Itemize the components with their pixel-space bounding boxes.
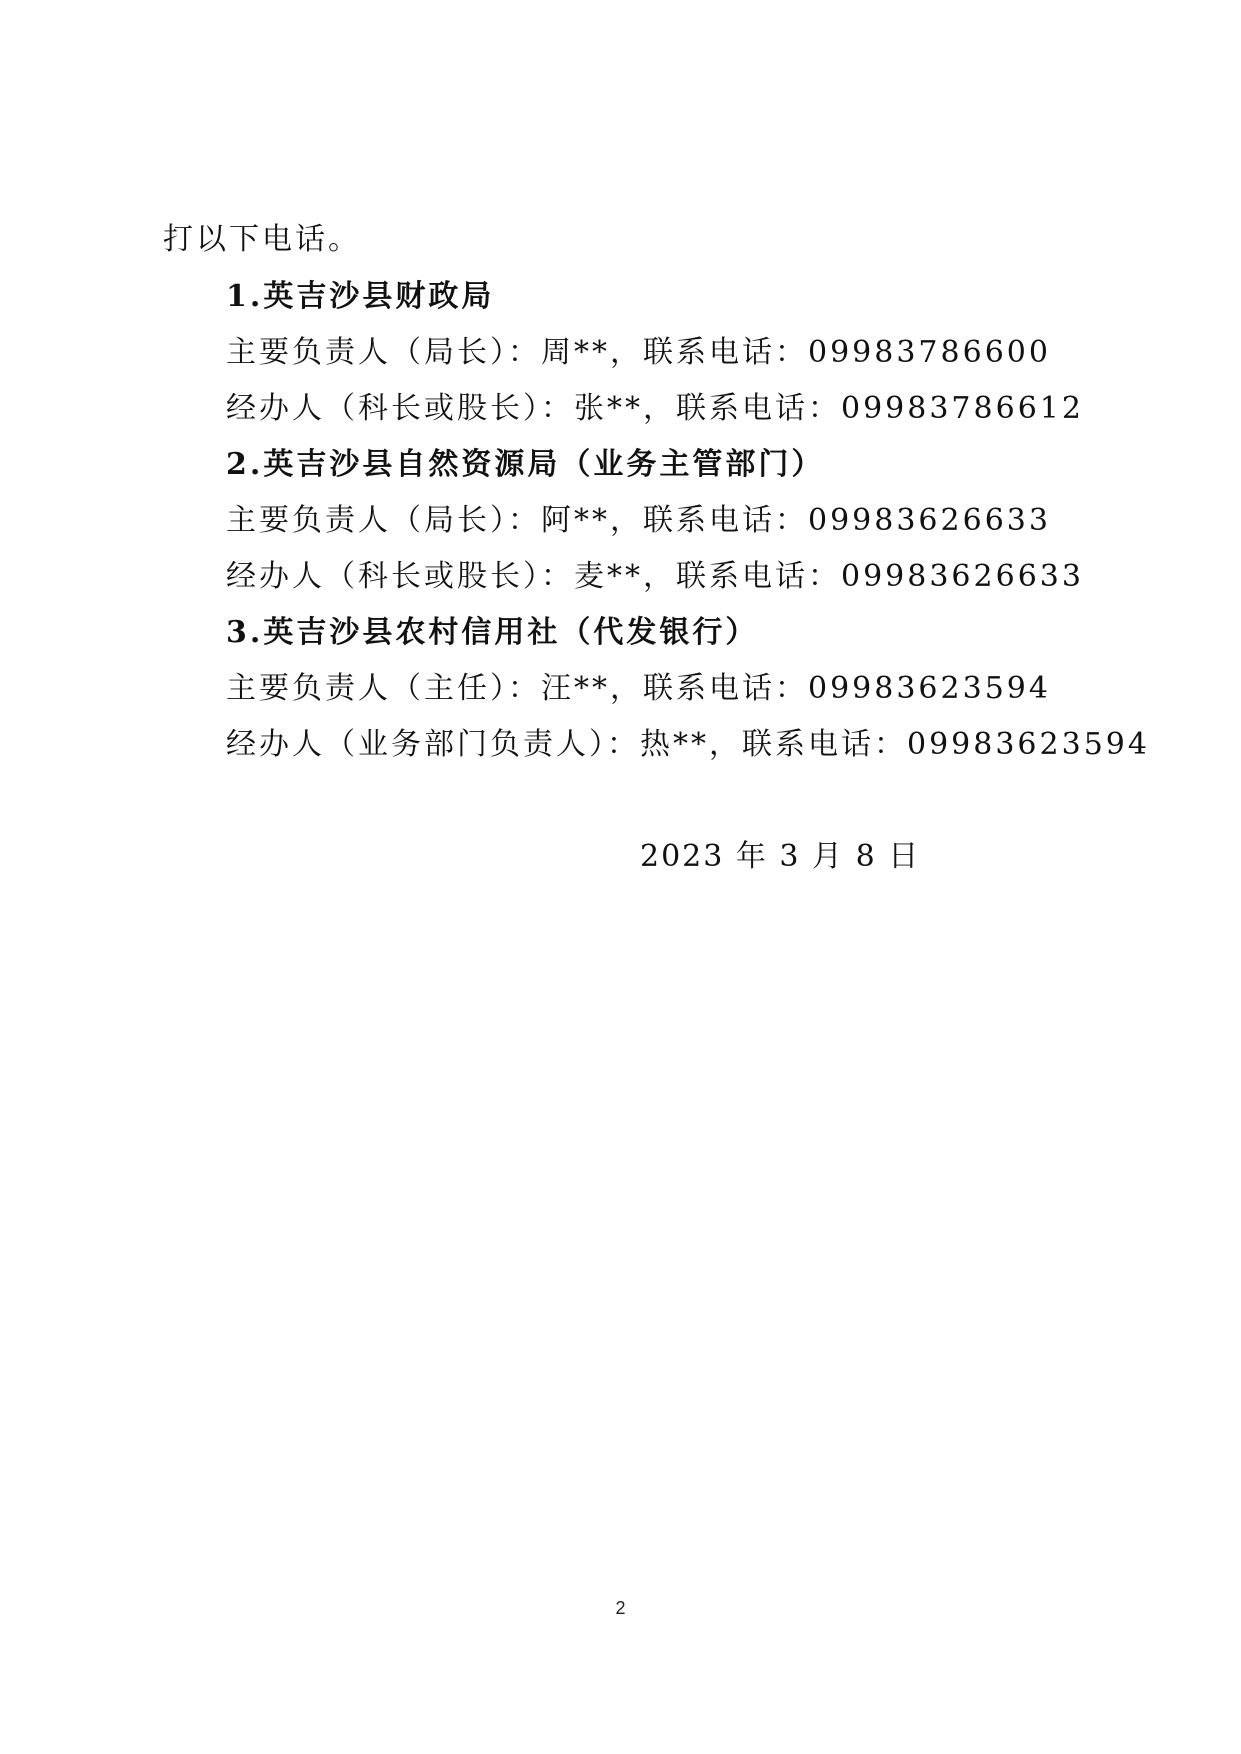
section-2-heading: 2.英吉沙县自然资源局（业务主管部门） <box>226 447 825 482</box>
section-3-heading: 3.英吉沙县农村信用社（代发银行） <box>226 615 759 650</box>
section-1-heading: 1.英吉沙县财政局 <box>226 279 495 314</box>
intro-text: 打以下电话。 <box>163 222 361 257</box>
section-2-contact-principal: 主要负责人（局长）：阿**，联系电话：09983626633 <box>226 503 1051 538</box>
section-1-contact-handler: 经办人（科长或股长）：张**，联系电话：09983786612 <box>226 391 1084 426</box>
section-3-contact-handler: 经办人（业务部门负责人）：热**，联系电话：09983623594 <box>226 727 1150 762</box>
page-number: 2 <box>615 1598 626 1618</box>
section-2-contact-handler: 经办人（科长或股长）：麦**，联系电话：09983626633 <box>226 559 1084 594</box>
section-3-contact-principal: 主要负责人（主任）：汪**，联系电话：09983623594 <box>226 671 1051 706</box>
section-1-contact-principal: 主要负责人（局长）：周**，联系电话：09983786600 <box>226 335 1051 370</box>
document-date: 2023 年 3 月 8 日 <box>640 839 921 874</box>
